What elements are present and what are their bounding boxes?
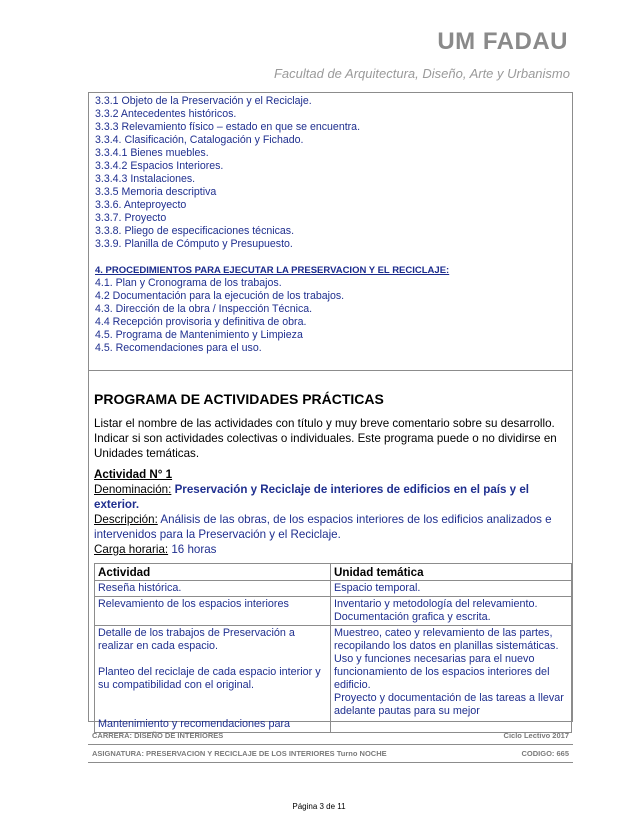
section4-line: 4.5. Recomendaciones para el uso. bbox=[95, 342, 262, 354]
index-line: 3.3.3 Relevamiento físico – estado en que se encuentra. bbox=[95, 121, 361, 133]
descripcion-value: Análisis de las obras, de los espacios interiores de los edificios analizados e intervenidos para la Preservación y el Reciclaje. bbox=[94, 513, 552, 541]
index-line: 3.3.5 Memoria descriptiva bbox=[95, 186, 217, 198]
footer-ciclo: Ciclo Lectivo 2017 bbox=[503, 731, 569, 740]
denominacion-label: Denominación: bbox=[94, 483, 172, 496]
footer-codigo: CODIGO: 665 bbox=[521, 749, 569, 758]
table-row bbox=[95, 597, 572, 626]
index-line: 3.3.4. Clasificación, Catalogación y Fichado. bbox=[95, 134, 304, 146]
index-line: 3.3.9. Planilla de Cómputo y Presupuesto. bbox=[95, 238, 293, 250]
section4-line: 4.1. Plan y Cronograma de los trabajos. bbox=[95, 277, 282, 289]
footer-carrera-row bbox=[88, 731, 573, 740]
program-title: PROGRAMA DE ACTIVIDADES PRÁCTICAS bbox=[94, 391, 384, 407]
index-line: 3.3.2 Antecedentes históricos. bbox=[95, 108, 237, 120]
descripcion bbox=[94, 512, 567, 542]
cell-actividad: Reseña histórica. bbox=[95, 581, 331, 597]
index-line: 3.3.4.3 Instalaciones. bbox=[95, 173, 196, 185]
footer-asignatura: ASIGNATURA: PRESERVACION Y RECICLAJE DE LOS INTERIORES Turno NOCHE bbox=[92, 749, 387, 758]
section4-line: 4.4 Recepción provisoria y definitiva de obra. bbox=[95, 316, 307, 328]
footer-divider bbox=[88, 744, 573, 745]
table-row bbox=[95, 581, 572, 597]
denominacion-value: Preservación y Reciclaje de interiores de edificios en el país y el exterior. bbox=[94, 483, 530, 511]
section4-line: 4.3. Dirección de la obra / Inspección Técnica. bbox=[95, 303, 313, 315]
content-frame bbox=[88, 92, 573, 730]
descripcion-label: Descripción: bbox=[94, 513, 158, 526]
section4-line: 4.2 Documentación para la ejecución de los trabajos. bbox=[95, 290, 345, 302]
col-header-actividad: Actividad bbox=[95, 564, 331, 581]
cell-unidad: Inventario y metodología del relevamiento. Documentación grafica y escrita. bbox=[331, 597, 572, 626]
denominacion bbox=[94, 482, 567, 512]
carga-label: Carga horaria: bbox=[94, 543, 169, 556]
carga-value: 16 horas bbox=[171, 543, 217, 556]
cell-actividad: Relevamiento de los espacios interiores bbox=[95, 597, 331, 626]
cell-unidad: Espacio temporal. bbox=[331, 581, 572, 597]
page-number: Página 3 de 11 bbox=[292, 802, 346, 811]
activities-table bbox=[94, 563, 572, 733]
footer-bottom-line bbox=[88, 762, 573, 763]
index-line: 3.3.1 Objeto de la Preservación y el Reciclaje. bbox=[95, 95, 312, 107]
carga-horaria bbox=[94, 542, 567, 557]
section4-line: 4.5. Programa de Mantenimiento y Limpieza bbox=[95, 329, 303, 341]
cell-unidad: Muestreo, cateo y relevamiento de las partes, recopilando los datos en planillas sistemáticas. Uso y funciones necesarias para el nuevo funcionamiento de los espacios interiores del edificio. Proyecto y documentación de las tareas a llevar adelante pautas para su mejor bbox=[331, 626, 572, 733]
header-subtitle: Facultad de Arquitectura, Diseño, Arte y Urbanismo bbox=[273, 66, 570, 81]
header-title: UM FADAU bbox=[437, 28, 568, 55]
footer-asignatura-row bbox=[88, 749, 573, 758]
index-line: 3.3.8. Pliego de especificaciones técnicas. bbox=[95, 225, 295, 237]
section4-title: 4. PROCEDIMIENTOS PARA EJECUTAR LA PRESERVACION Y EL RECICLAJE: bbox=[95, 265, 450, 276]
index-line: 3.3.6. Anteproyecto bbox=[95, 199, 187, 211]
program-intro: Listar el nombre de las actividades con título y muy breve comentario sobre su desarrollo. Indicar si son actividades colectivas o individuales. Este programa puede o no dividirse en Unidades temáticas. bbox=[94, 417, 557, 460]
index-line: 3.3.4.2 Espacios Interiores. bbox=[95, 160, 224, 172]
program-section bbox=[89, 371, 572, 733]
index-section bbox=[89, 93, 572, 371]
footer-carrera: CARRERA: DISEÑO DE INTERIORES bbox=[92, 731, 224, 740]
table-row bbox=[95, 626, 572, 733]
index-line: 3.3.4.1 Bienes muebles. bbox=[95, 147, 209, 159]
index-line: 3.3.7. Proyecto bbox=[95, 212, 167, 224]
cell-actividad: Detalle de los trabajos de Preservación a realizar en cada espacio. Planteo del reciclaje de cada espacio interior y su compatibilidad con el original. Mantenimiento y recomendaciones para bbox=[95, 626, 331, 733]
activity-heading: Actividad N° 1 bbox=[94, 468, 173, 481]
col-header-unidad: Unidad temática bbox=[331, 564, 572, 581]
